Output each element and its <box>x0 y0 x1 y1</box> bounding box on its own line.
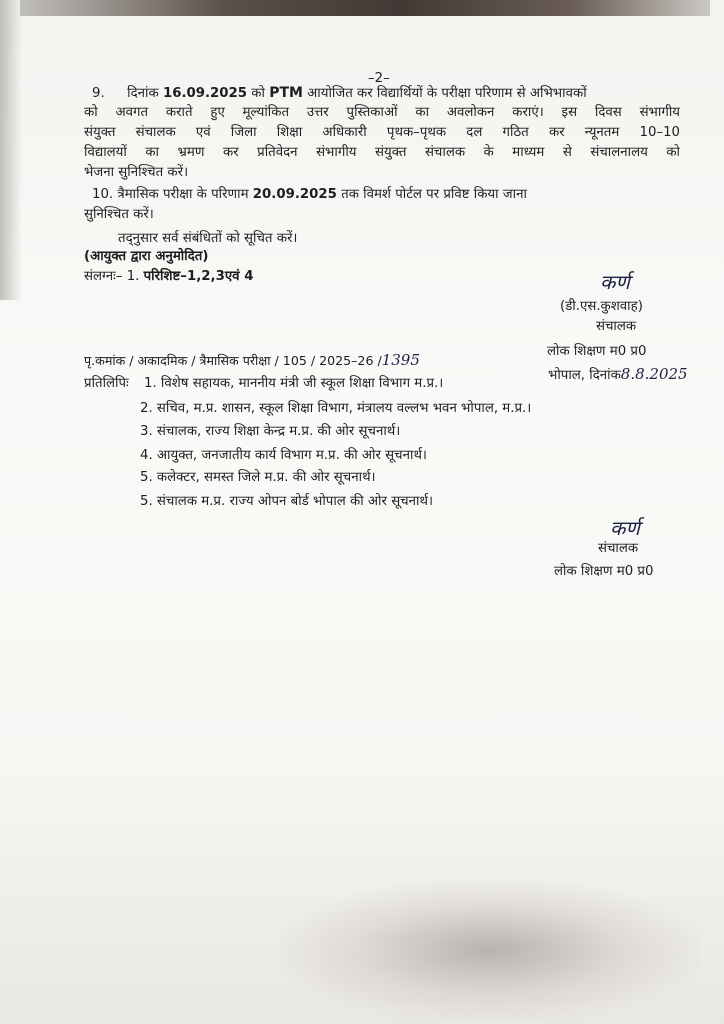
approval-note: (आयुक्त द्वारा अनुमोदित) <box>84 249 209 264</box>
para10-label: 10. <box>92 187 114 202</box>
para10-line1 <box>92 186 527 204</box>
copy-item-no: 1. <box>144 376 157 391</box>
copy-item-text: विशेष सहायक, माननीय मंत्री जी स्कूल शिक्षा विभाग म.प्र.। <box>160 376 444 391</box>
para9-ptm: PTM <box>269 85 303 101</box>
signatory1-office: लोक शिक्षण म0 प्र0 <box>547 344 647 359</box>
reference-handwritten-number: 1395 <box>381 351 420 369</box>
para9-text-c: आयोजित कर विद्यार्थियों के परीक्षा परिणाम से अभिभावकों <box>307 86 587 101</box>
copy-item-text: आयुक्त, जनजातीय कार्य विभाग म.प्र. की ओर सूचनार्थ। <box>156 448 427 463</box>
attachment-item: परिशिष्ट–1,2,3एवं 4 <box>143 269 254 284</box>
attachment-line <box>84 268 253 286</box>
signatory1-date-value: 8.8.2025 <box>620 365 688 383</box>
para9-label: 9. <box>92 86 105 101</box>
copy-item-text: संचालक, राज्य शिक्षा केन्द्र म.प्र. की ओर सूचनार्थ। <box>156 424 401 439</box>
copy-item-no: 5. <box>140 470 153 485</box>
signatory2-office: लोक शिक्षण म0 प्र0 <box>554 564 654 579</box>
copy-item <box>140 493 433 511</box>
reference-line <box>84 351 420 370</box>
attachment-item-no: 1. <box>126 269 140 284</box>
copy-to-label: प्रतिलिपिः <box>84 376 129 391</box>
copy-item-no: 4. <box>140 448 153 463</box>
copy-item <box>144 375 443 393</box>
para9-line3: संयुक्त संचालक एवं जिला शिक्षा अधिकारी पृथक–पृथक दल गठित कर न्यूनतम 10–10 <box>84 125 680 140</box>
para10-line2: सुनिश्चित करें। <box>84 207 154 222</box>
para10-text-b: तक विमर्श पोर्टल पर प्रविष्ट किया जाना <box>341 187 527 202</box>
page-number: –2– <box>368 71 390 86</box>
copy-item-no: 2. <box>140 401 153 416</box>
copy-item <box>140 469 376 487</box>
copy-item-no: 5. <box>140 494 153 509</box>
signature-2: कर्ण <box>610 516 640 540</box>
signatory1-designation: संचालक <box>596 319 637 334</box>
para10-text-a: त्रैमासिक परीक्षा के परिणाम <box>117 187 249 202</box>
copy-item <box>140 447 427 465</box>
para9-line2: को अवगत कराते हुए मूल्यांकित उत्तर पुस्तिकाओं का अवलोकन कराएं। इस दिवस संभागीय <box>84 105 680 120</box>
signature-1: कर्ण <box>600 270 630 294</box>
para9-line1 <box>92 84 587 103</box>
para9-line4: विद्यालयों का भ्रमण कर प्रतिवेदन संभागीय संयुक्त संचालक के माध्यम से संचालनालय को <box>84 145 680 160</box>
copy-item-text: कलेक्टर, समस्त जिले म.प्र. की ओर सूचनार्थ। <box>156 470 376 485</box>
reference-text: पृ.कमांक / अकादमिक / त्रैमासिक परीक्षा / 105 / 2025–26 / <box>84 353 382 368</box>
copy-item <box>140 423 400 441</box>
para10-date: 20.09.2025 <box>252 187 337 202</box>
copy-item-no: 3. <box>140 424 153 439</box>
attachment-label: संलग्नः– <box>84 269 123 284</box>
para9-date: 16.09.2025 <box>162 86 248 101</box>
signatory1-date-line <box>548 365 688 385</box>
para9-text-b: को <box>251 86 265 101</box>
closing-line: तद्नुसार सर्व संबंधितों को सूचित करें। <box>118 231 298 246</box>
scan-top-edge <box>20 0 710 16</box>
scan-smudge <box>280 880 700 1020</box>
para9-line5: भेजना सुनिश्चित करें। <box>84 165 189 180</box>
signatory1-date-label: भोपाल, दिनांक <box>548 368 621 383</box>
signatory2-designation: संचालक <box>598 541 639 556</box>
copy-item-text: संचालक म.प्र. राज्य ओपन बोर्ड भोपाल की ओर सूचनार्थ। <box>156 494 433 509</box>
copy-item-text: सचिव, म.प्र. शासन, स्कूल शिक्षा विभाग, मंत्रालय वल्लभ भवन भोपाल, म.प्र.। <box>156 401 532 416</box>
signatory1-name: (डी.एस.कुशवाह) <box>560 299 643 314</box>
copy-item <box>140 400 531 418</box>
para9-text-a: दिनांक <box>127 86 159 101</box>
scan-left-shadow <box>0 0 22 300</box>
